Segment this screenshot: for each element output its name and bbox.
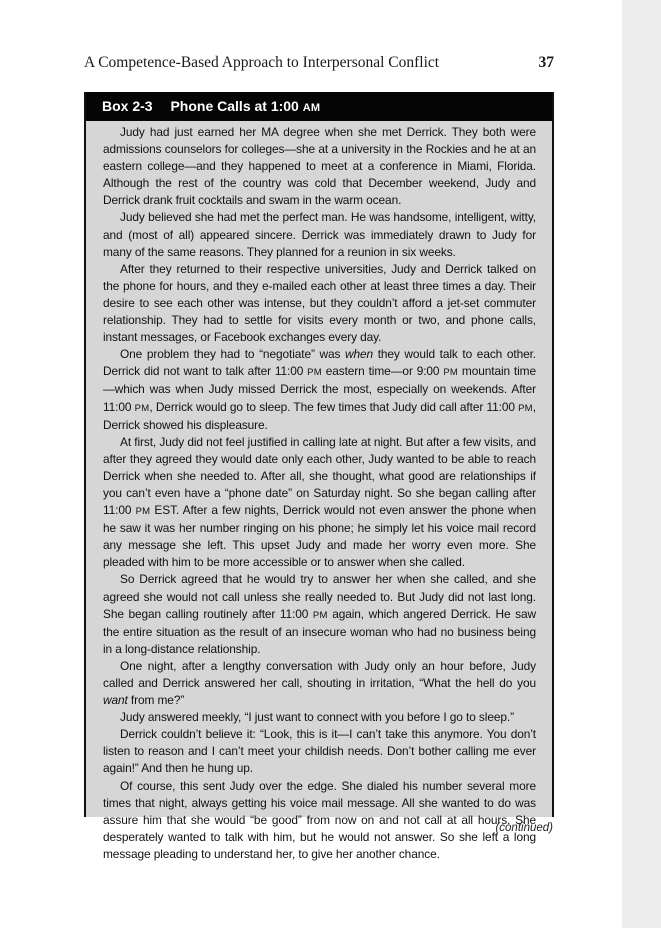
paragraph: After they returned to their respective universities, Judy and Derrick talked on the phone for hours, and they e-mailed each other at least three times a day. Their desire to see each other was intense, but they couldn’t afford a jet-set commuter relationship. They had to settle for visits every month or two, and phone calls, instant messages, or Facebook exchanges every day.: [103, 261, 536, 345]
paragraph: Of course, this sent Judy over the edge. She dialed his number several more times that night, always getting his voice mail message. All she wanted to do was assure him that she would “be good” from now on and not call at all hours. She desperately wanted to talk with him, but he would not answer. So she left a long message pleading to understand her, to give her another chance.: [103, 778, 536, 861]
running-head-title: A Competence-Based Approach to Interpersonal Conflict: [84, 54, 440, 71]
continued-note: (continued): [495, 822, 553, 834]
page-number: 37: [538, 54, 554, 71]
time-meridiem: PM: [443, 367, 458, 379]
box-title: Phone Calls at 1:00 AM: [170, 98, 321, 114]
time-meridiem: PM: [312, 609, 328, 621]
paragraph: Derrick couldn’t believe it: “Look, this is it—I can’t take this anymore. You don’t listen to reason and I can’t meet your childish needs. Don’t bother calling me ever again!” And then he hung up.: [103, 727, 536, 776]
viewer-margin: [622, 0, 661, 928]
time-meridiem: PM: [518, 402, 533, 414]
paragraph: One night, after a lengthy conversation with Judy only an hour before, Judy called and Derrick answered her call, shouting in irritation, “What the hell do you want from me?”: [103, 658, 536, 708]
paragraph: One problem they had to “negotiate” was when they would talk to each other. Derrick did not want to talk after 11:00 PM eastern time—or 9:00 PM mountain time—which was when Judy missed Derrick the most, especially on weekends. After 11:00 PM, Derrick would go to sleep. The few times that Judy did call after 11:00 PM, Derrick showed his displeasure.: [103, 347, 537, 432]
time-meridiem: PM: [307, 367, 322, 379]
box-body: [103, 124, 536, 863]
running-head: [84, 54, 556, 74]
paragraph: Judy answered meekly, “I just want to connect with you before I go to sleep.”: [120, 710, 514, 725]
paragraph: So Derrick agreed that he would try to answer her when she called, and she agreed she would not call unless she really needed to. But Judy did not last long. She began calling routinely after 11:00 PM again, which angered Derrick. He saw the entire situation as the result of an insecure woman who had no business being in a long-distance relationship.: [103, 572, 536, 656]
box-number: Box 2-3: [102, 98, 153, 114]
emphasis: want: [103, 693, 128, 708]
paragraph: Judy believed she had met the perfect man. He was handsome, intelligent, witty, and (most of all) appeared sincere. Derrick was immediately drawn to Judy for many of the same reasons. They planned for a reunion in six weeks.: [103, 210, 536, 259]
box-title-meridiem: AM: [302, 102, 321, 114]
emphasis: when: [345, 347, 374, 362]
paragraph: At first, Judy did not feel justified in calling late at night. But after a few visits, and after they agreed they would date only each other, Judy wanted to be able to reach Derrick when she needed to. After all, she thought, what good are relationships if you can’t even have a “phone date” on Saturday night. So she began calling after 11:00 PM EST. After a few nights, Derrick would not even answer the phone when he saw it was her number ringing on his phone; he simply let his voice mail record any message she left. This upset Judy and made her worry even more. She pleaded with him to be more accessible or to answer when she called.: [103, 434, 537, 570]
time-meridiem: PM: [135, 506, 151, 518]
time-meridiem: PM: [134, 402, 150, 414]
paragraph: Judy had just earned her MA degree when she met Derrick. They both were admissions counselors for colleges—she at a university in the Rockies and he at an eastern college—and they happened to meet at a conference in Miami, Florida. Although the rest of the country was cold that December weekend, Judy and Derrick drank fruit cocktails and swam in the warm ocean.: [103, 125, 536, 208]
box-header: [86, 92, 552, 121]
